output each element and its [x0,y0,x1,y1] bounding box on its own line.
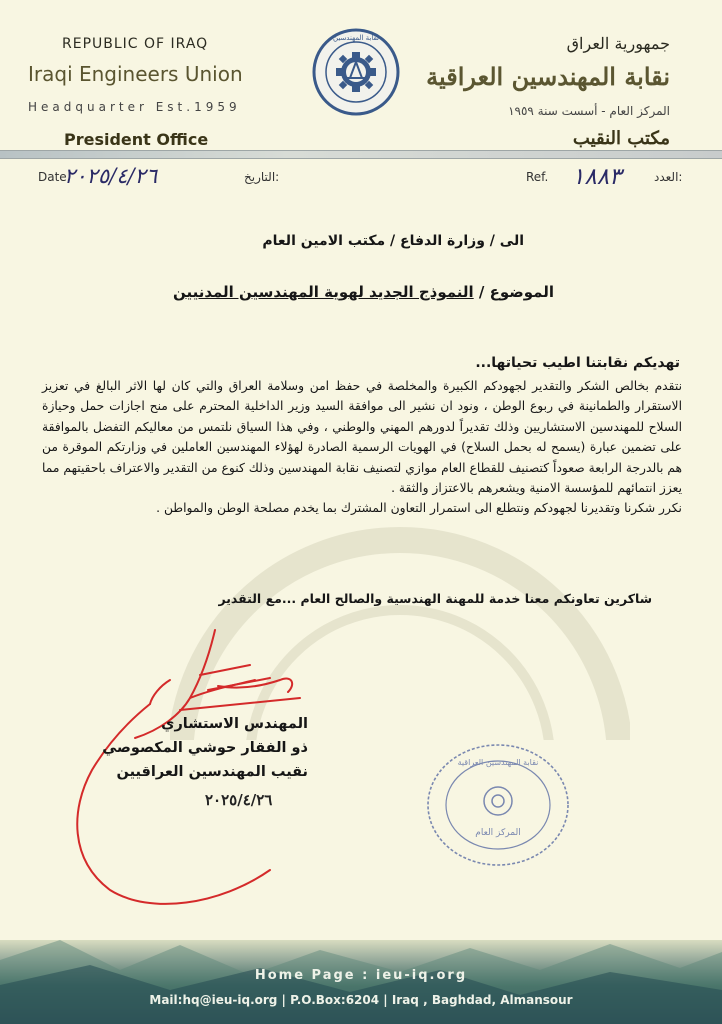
logo-text: نقابة المهندسين [333,34,379,42]
date-label-en: Date. [38,170,71,184]
date-value-handwritten: ٢٠٢٥/٤/٢٦ [64,164,158,188]
ref-label-ar: العدد: [654,170,683,184]
signature-date: ٢٠٢٥/٤/٢٦ [205,791,273,809]
stamp-text: نقابة المهندسين العراقية [457,758,539,767]
letter-subject-line [173,283,554,301]
official-stamp [420,735,576,875]
header-hq-en: Headquarter Est.1959 [28,100,241,114]
date-label-ar: التاريخ: [244,170,280,184]
stamp-center-text: المركز العام [475,828,521,838]
ref-value-handwritten: ١٨٨٣ [572,164,622,190]
letter-body [42,376,682,519]
header-divider [0,150,722,159]
body-paragraph-1: نتقدم بخالص الشكر والتقدير لجهودكم الكبيرة والمخلصة في حفظ امن وسلامة العراق والتي كان لها الاثر البالغ في تعزيز الاستقرار والطمانينة في ربوع الوطن ، ونود ان نشير الى موافقة السيد وزير الداخلية المحترم على منح اجازات حمل وحيازة السلاح للمهندسين الاستشاريين وذلك تقديراً لدورهم المهني والوطني ، وفي هذا السياق نلتمس من معاليكم التفضل بالموافقة على تضمين عبارة (يسمح له بحمل السلاح) في الهويات الرسمية الصادرة لهؤلاء المهندسين العاملين في وزارتكم الموقرة من هم بالدرجة الرابعة صعوداً كتصنيف للقطاع العام موازي لتصنيف نقابة المهندسين وذلك كنوع من التقدير والاعتراف باحقيتهم مما يعزز انتمائهم للمؤسسة الامنية ويشعرهم بالاعتزاز والثقة . [42,379,682,496]
signatory-position: نقيب المهندسين العراقيين [116,764,308,780]
subject-prefix: الموضوع / [473,283,554,301]
signatory-name: ذو الفقار حوشي المكصوصي [102,740,308,756]
body-paragraph-2: نكرر شكرنا وتقديرنا لجهودكم ونتطلع الى استمرار التعاون المشترك بما يخدم مصلحة الوطن والمواطن . [156,501,682,516]
subject-text: النموذج الجديد لهوية المهندسين المدنيين [172,283,474,301]
header-country-ar: جمهورية العراق [566,34,670,53]
header-hq-ar: المركز العام - أسست سنة ١٩٥٩ [508,104,670,118]
letter-closing: شاكرين تعاونكم معنا خدمة للمهنة الهندسية والصالح العام ...مع التقدير [218,591,652,606]
union-logo-icon [312,22,400,126]
signatory-title: المهندس الاستشاري [161,716,308,732]
header-office-en: President Office [64,130,209,149]
footer-homepage: Home Page : ieu-iq.org [254,968,468,983]
letter-greeting: تهديكم نقابتنا اطيب تحياتها... [475,355,680,371]
footer-contact: Mail:hq@ieu-iq.org | P.O.Box:6204 | Iraq , Baghdad, Almansour [149,993,573,1007]
letter-recipient: الى / وزارة الدفاع / مكتب الامين العام [262,233,524,249]
header-office-ar: مكتب النقيب [572,128,670,149]
ref-label-en: Ref. [526,170,549,184]
header-union-ar: نقابة المهندسين العراقية [426,62,670,91]
header-union-en: Iraqi Engineers Union [28,62,243,86]
page-footer [0,940,722,1024]
header-country-en: REPUBLIC OF IRAQ [62,36,209,52]
